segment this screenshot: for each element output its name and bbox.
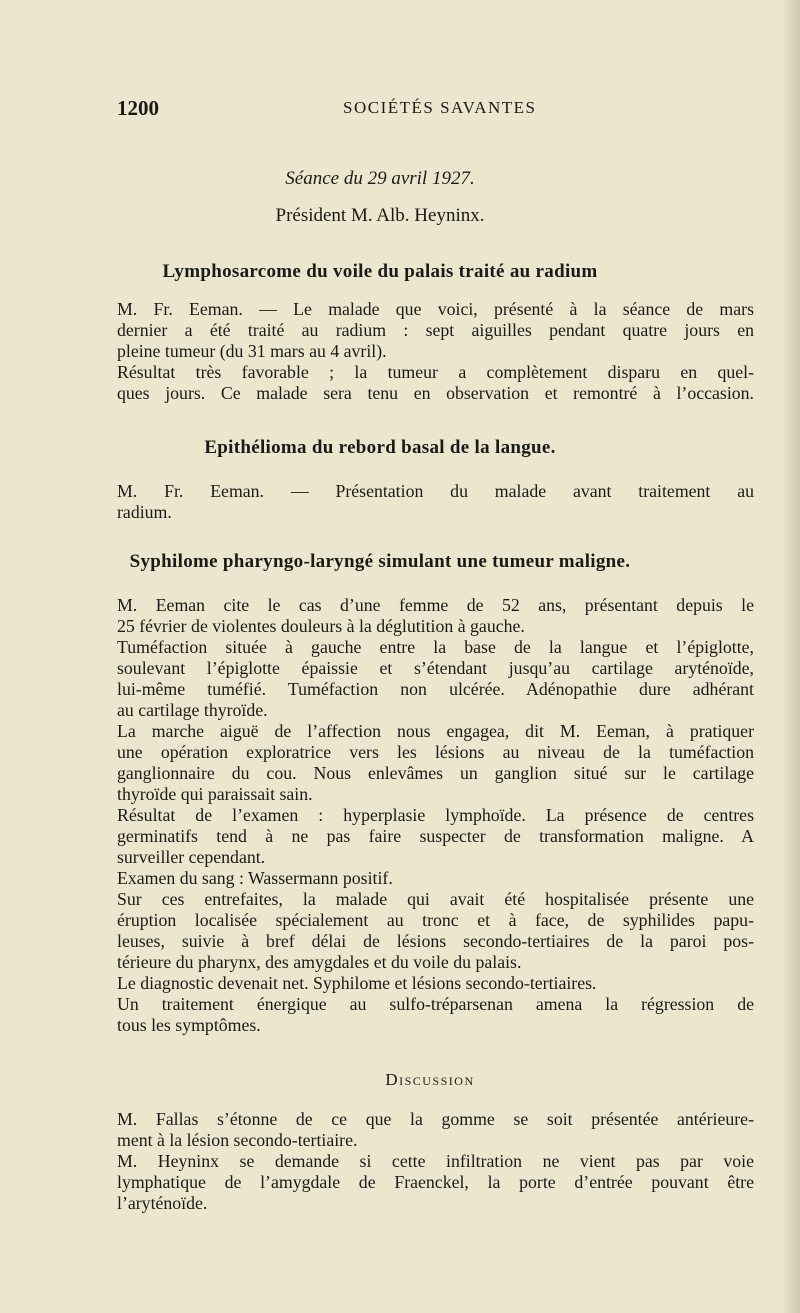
discussion-title: Discussion [385,1070,475,1089]
paragraph-line: thyroïde qui paraissait sain. [117,784,313,804]
paragraph-line: soulevant l’épiglotte épaissie et s’étendant jusqu’au cartilage aryténoïde, [117,658,754,678]
section-title-lymphosarcome: Lymphosarcome du voile du palais traité au radium [162,261,598,282]
paragraph-line: M. Heyninx se demande si cette infiltration ne vient pas par voie [117,1151,754,1171]
paragraph-line: M. Eeman cite le cas d’une femme de 52 ans, présentant depuis le [117,595,754,615]
paragraph-line: térieure du pharynx, des amygdales et du voile du palais. [117,952,522,972]
paragraph-line: ques jours. Ce malade sera tenu en observation et remontré à l’occasion. [117,383,754,403]
paragraph-line: Examen du sang : Wassermann positif. [117,868,393,888]
page-number: 1200 [117,96,159,120]
session-date: Séance du 29 avril 1927. [285,168,475,189]
paragraph-line: M. Fr. Eeman. — Présentation du malade avant traitement au [117,481,754,501]
paragraph-line: Sur ces entrefaites, la malade qui avait été hospitalisée présente une [117,889,754,909]
paragraph-line: M. Fr. Eeman. — Le malade que voici, présenté à la séance de mars [117,299,754,319]
running-title: SOCIÉTÉS SAVANTES [343,98,537,117]
paragraph-line: La marche aiguë de l’affection nous engagea, dit M. Eeman, à pratiquer [117,721,754,741]
paragraph-line: surveiller cependant. [117,847,266,867]
paragraph-line: lui-même tuméfié. Tuméfaction non ulcérée. Adénopathie dure adhérant [117,679,754,699]
paragraph-line: l’aryténoïde. [117,1193,208,1213]
paragraph-line: lymphatique de l’amygdale de Fraenckel, la porte d’entrée pouvant être [117,1172,754,1192]
paragraph-line: pleine tumeur (du 31 mars au 4 avril). [117,341,387,361]
paragraph-line: M. Fallas s’étonne de ce que la gomme se soit présentée antérieure- [117,1109,754,1129]
section-title-epithelioma: Epithélioma du rebord basal de la langue. [204,437,556,458]
paragraph-line: Résultat de l’examen : hyperplasie lymphoïde. La présence de centres [117,805,754,825]
paragraph-line: une opération exploratrice vers les lésions au niveau de la tuméfaction [117,742,754,762]
paragraph-line: radium. [117,502,172,522]
paragraph-line: germinatifs tend à ne pas faire suspecter de transformation maligne. A [117,826,754,846]
paragraph-line: ganglionnaire du cou. Nous enlevâmes un ganglion situé sur le cartilage [117,763,754,783]
paragraph-line: dernier a été traité au radium : sept aiguilles pendant quatre jours en [117,320,754,340]
session-president: Président M. Alb. Heyninx. [275,205,485,226]
paragraph-line: Le diagnostic devenait net. Syphilome et lésions secondo-tertiaires. [117,973,597,993]
paragraph-line: tous les symptômes. [117,1015,261,1035]
paragraph-line: éruption localisée spécialement au tronc et à face, de syphilides papu- [117,910,754,930]
page-edge-shadow [782,0,800,1313]
paragraph-line: 25 février de violentes douleurs à la déglutition à gauche. [117,616,525,636]
paragraph-line: leuses, suivie à bref délai de lésions secondo-tertiaires de la paroi pos- [117,931,754,951]
paragraph-line: ment à la lésion secondo-tertiaire. [117,1130,358,1150]
paragraph-line: Tuméfaction située à gauche entre la base de la langue et l’épiglotte, [117,637,754,657]
paragraph-line: Un traitement énergique au sulfo-tréparsenan amena la régression de [117,994,754,1014]
section-title-syphilome: Syphilome pharyngo-laryngé simulant une tumeur maligne. [129,551,631,572]
page-header [117,96,757,126]
paragraph-line: Résultat très favorable ; la tumeur a complètement disparu en quel- [117,362,754,382]
paragraph-line: au cartilage thyroïde. [117,700,268,720]
